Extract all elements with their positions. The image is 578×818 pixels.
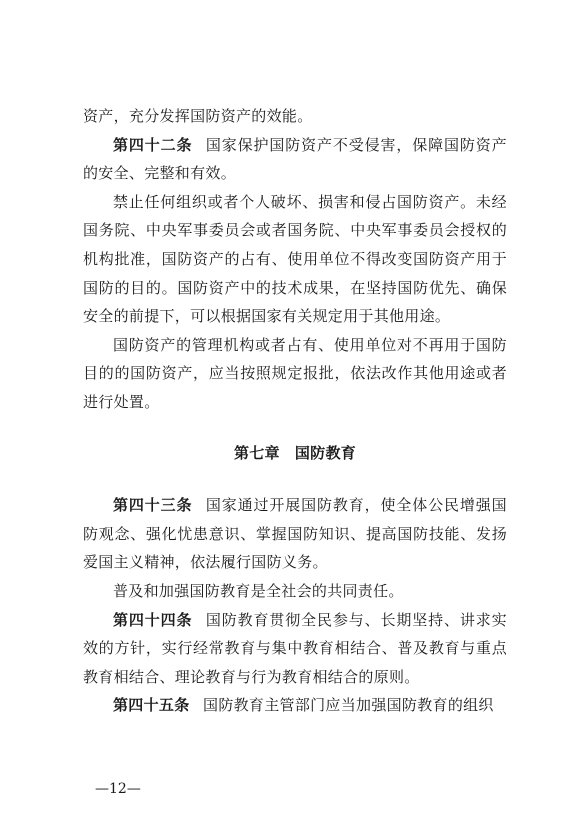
paragraph-text: 国防资产的管理机构或者占有、使用单位对不再用于国防目的的国防资产，应当按照规定报批，依法改作其他用途或者进行处置。 — [83, 335, 507, 411]
paragraph-text: 普及和加强国防教育是全社会的共同责任。 — [113, 581, 404, 600]
page-number: —12— — [95, 781, 141, 797]
paragraph — [83, 577, 507, 606]
article-number: 第四十三条 — [113, 496, 193, 515]
article-42 — [83, 131, 507, 188]
chapter-number: 第七章 — [233, 443, 280, 462]
paragraph-text: 禁止任何组织或者个人破坏、损害和侵占国防资产。未经国务院、中央军事委员会或者国务院、中央军事委员会授权的机构批准，国防资产的占有、使用单位不得改变国防资产用于国防的目的。国防资产中的技术成果，在坚持国防优先、确保安全的前提下，可以根据国家有关规定用于其他用途。 — [83, 192, 507, 326]
article-44 — [83, 606, 507, 692]
article-text: 国防教育主管部门应当加强国防教育的组织 — [203, 696, 494, 715]
article-45 — [83, 691, 507, 720]
article-number: 第四十四条 — [113, 610, 193, 629]
article-text: 国防教育贯彻全民参与、长期坚持、讲求实效的方针，实行经常教育与集中教育相结合、普及教育与重点教育相结合、理论教育与行为教育相结合的原则。 — [83, 610, 507, 686]
body-text — [83, 102, 507, 720]
article-43 — [83, 491, 507, 577]
article-text: 国家通过开展国防教育，使全体公民增强国防观念、强化忧患意识、掌握国防知识、提高国防技能、发扬爱国主义精神，依法履行国防义务。 — [83, 496, 507, 572]
chapter-name: 国防教育 — [294, 443, 357, 462]
paragraph-text: 资产，充分发挥国防资产的效能。 — [83, 107, 313, 125]
article-number: 第四十五条 — [113, 696, 190, 715]
paragraph-continuation — [83, 102, 507, 131]
chapter-heading — [83, 417, 507, 492]
paragraph — [83, 188, 507, 331]
article-text: 国家保护国防资产不受侵害，保障国防资产的安全、完整和有效。 — [83, 135, 507, 183]
paragraph — [83, 331, 507, 417]
article-number: 第四十二条 — [113, 135, 193, 154]
